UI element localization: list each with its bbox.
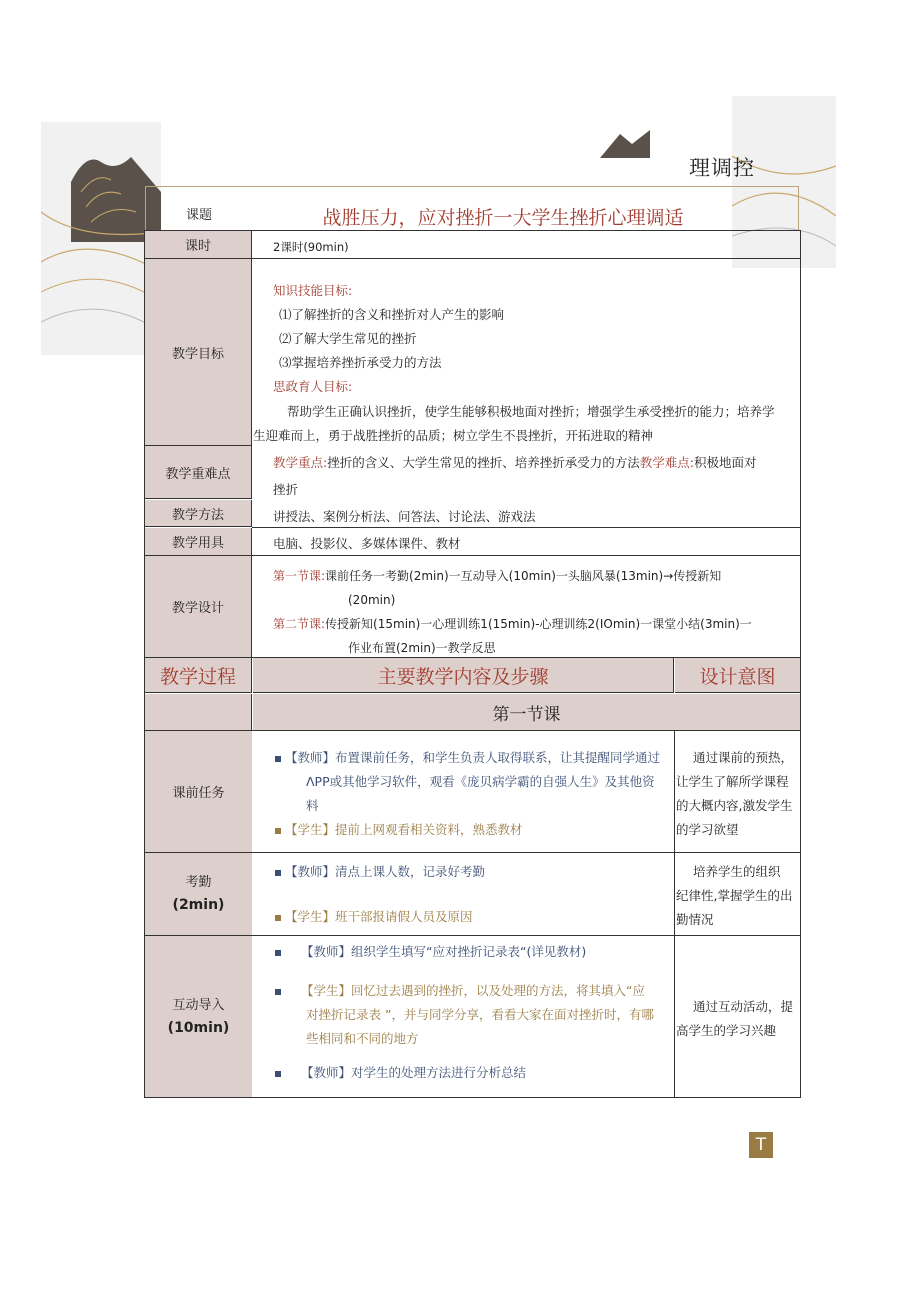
goals-paragraph-line2: 生迎难而上，勇于战胜挫折的品质；树立学生不畏挫折，开拓进取的精神 xyxy=(253,428,654,443)
goals-item-3: ⑶掌握培养挫折承受力的方法 xyxy=(279,355,442,370)
goals-item-2: ⑵了解大学生常见的挫折 xyxy=(279,331,417,346)
key-points-label: 教学重难点 xyxy=(145,446,252,499)
difficulty-prefix: 教学难点: xyxy=(639,455,694,470)
goals-ideology-heading: 思政育人目标: xyxy=(273,379,353,394)
process-col-header-2: 主要教学内容及步骤 xyxy=(253,658,674,693)
row-divider xyxy=(252,555,800,556)
intro-student-line3: 些相同和不同的地方 xyxy=(306,1031,419,1046)
pre-task-intent-line4: 的学习欲望 xyxy=(676,822,739,837)
attendance-intent-line1: 培养学生的组织 xyxy=(693,864,781,879)
t-badge-icon: T xyxy=(749,1132,773,1158)
pre-task-student: 【学生】提前上网观看相关资料，熟悉教材 xyxy=(285,822,523,837)
pre-task-label: 课前任务 xyxy=(145,731,252,852)
bullet-square-icon xyxy=(275,870,281,876)
attendance-teacher: 【教师】清点上课人数，记录好考勤 xyxy=(285,864,486,879)
attendance-label: 考勤 xyxy=(185,875,212,890)
key-points-text: 挫折的含义、大学生常见的挫折、培养挫折承受力的方法 xyxy=(327,455,640,470)
design-label: 教学设计 xyxy=(145,556,252,657)
bullet-square-icon xyxy=(275,828,281,834)
design-session2-prefix: 第二节课: xyxy=(273,617,326,631)
attendance-intent-line2: 纪律性,掌握学生的出 xyxy=(676,888,793,903)
bullet-square-icon xyxy=(275,950,281,956)
hours-value: 2课时(90min) xyxy=(273,240,349,254)
design-session1-text: 课前任务一考勤(2min)一互动导入(10min)一头脑风暴(13min)→传授新知 xyxy=(325,569,722,583)
pre-task-intent-line2: 让学生了解所学课程 xyxy=(676,774,789,789)
attendance-label-cell xyxy=(145,853,252,935)
mountain-landscape-decoration xyxy=(41,122,161,355)
intro-teacher-2: 【教师】对学生的处理方法进行分析总结 xyxy=(301,1065,527,1080)
method-value: 讲授法、案例分析法、问答法、讨论法、游戏法 xyxy=(273,509,536,524)
row-divider xyxy=(252,258,800,259)
pre-task-teacher-line2: ΛPP或其他学习软件，观看《庞贝病学霸的自强人生》及其他资 xyxy=(306,774,655,789)
design-session2-cont: 作业布置(2min)一教学反思 xyxy=(348,641,496,655)
intro-label-cell xyxy=(145,936,252,1097)
bullet-square-icon xyxy=(275,915,281,921)
difficulty-text: 积极地面对 xyxy=(693,455,757,470)
attendance-student: 【学生】班干部报请假人员及原因 xyxy=(285,909,473,924)
pre-task-teacher-line3: 料 xyxy=(306,798,319,813)
hours-label: 课时 xyxy=(145,231,252,259)
row-divider xyxy=(252,527,800,528)
design-session1-cont: (20min) xyxy=(348,593,396,607)
goals-knowledge-heading: 知识技能目标: xyxy=(273,283,353,298)
intro-label: 互动导入 xyxy=(172,997,225,1013)
pre-task-teacher-line1: 【教师】布置课前任务，和学生负责人取得联系，让其提醒同学通过 xyxy=(285,750,661,765)
pre-task-intent-line3: 的大概内容,激发学生 xyxy=(676,798,793,813)
bullet-square-icon xyxy=(275,989,281,995)
goals-label: 教学目标 xyxy=(145,259,252,445)
process-col-header-3: 设计意图 xyxy=(675,658,800,693)
intro-teacher-1: 【教师】组织学生填写“应对挫折记录表“(详见教材) xyxy=(301,944,587,959)
method-label: 教学方法 xyxy=(145,500,252,527)
process-col-header-1: 教学过程 xyxy=(145,658,252,693)
tools-label: 教学用具 xyxy=(145,528,252,556)
side-title: 理调控 xyxy=(689,156,755,180)
intro-intent-line2: 高学生的学习兴趣 xyxy=(676,1023,777,1038)
pre-task-intent-line1: 通过课前的预热， xyxy=(693,750,794,765)
goals-paragraph-line1: 帮助学生正确认识挫折，使学生能够积极地面对挫折；增强学生承受挫折的能力；培养学 xyxy=(287,404,775,419)
attendance-time: (2min) xyxy=(172,897,225,913)
goals-item-1: ⑴了解挫折的含义和挫折对人产生的影响 xyxy=(279,307,505,322)
tools-value: 电脑、投影仪、多媒体课件、教材 xyxy=(273,536,461,551)
topic-title: 战胜压力，应对挫折一大学生挫折心理调适 xyxy=(322,206,684,229)
mountain-icon xyxy=(600,126,650,158)
intro-time: (10min) xyxy=(167,1019,230,1036)
intro-student-line2: 对挫折记录表 ”，并与同学分享，看看大家在面对挫折时，有哪 xyxy=(306,1007,654,1022)
design-session1-prefix: 第一节课: xyxy=(273,569,326,583)
bullet-square-icon xyxy=(275,756,281,762)
design-session2-text: 传授新知(15min)一心理训练1(15min)-心理训练2(IOmin)一课堂小结(3min)一 xyxy=(325,617,752,631)
section-heading: 第一节课 xyxy=(253,694,800,730)
difficulty-text-cont: 挫折 xyxy=(273,482,299,497)
intro-student-line1: 【学生】回忆过去遇到的挫折，以及处理的方法，将其填入“应 xyxy=(301,983,645,998)
topic-label: 课题 xyxy=(185,207,212,223)
bullet-square-icon xyxy=(275,1071,281,1077)
intro-intent-line1: 通过互动活动，提 xyxy=(693,999,794,1014)
key-points-prefix: 教学重点: xyxy=(273,455,328,470)
column-divider xyxy=(674,731,675,1097)
attendance-intent-line3: 勤情况 xyxy=(676,912,714,927)
